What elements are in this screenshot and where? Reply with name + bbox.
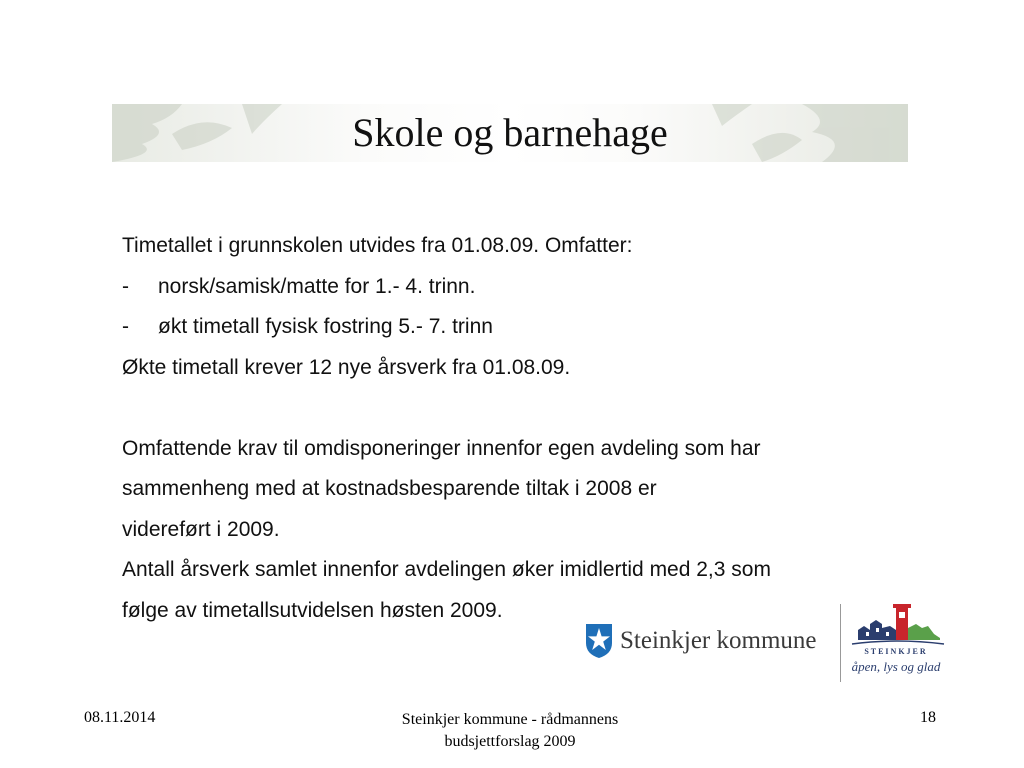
steinkjer-town-logo (846, 604, 946, 684)
body-line: følge av timetallsutvidelsen høsten 2009. (122, 598, 503, 622)
steinkjer-kommune-logo (585, 623, 817, 659)
body-line: sammenheng med at kostnadsbesparende tiltak i 2008 er (122, 477, 657, 500)
slide-title: Skole og barnehage (352, 110, 668, 155)
paragraph-spacer (122, 388, 922, 429)
kommune-name: Steinkjer kommune (620, 627, 817, 654)
town-name: STEINKJER (864, 647, 928, 656)
bullet-text: norsk/samisk/matte for 1.- 4. trinn. (158, 274, 476, 298)
body-line: Omfattende krav til omdisponeringer innenfor egen avdeling som har (122, 436, 761, 460)
town-skyline-icon (846, 604, 946, 648)
star-shield-icon (585, 623, 613, 659)
body-line: Timetallet i grunnskolen utvides fra 01.08.09. Omfatter: (122, 234, 633, 257)
page-number: 18 (920, 709, 936, 726)
body-line: Antall årsverk samlet innenfor avdelingen øker imidlertid med 2,3 som (122, 558, 771, 581)
footer-caption-line: Steinkjer kommune - rådmannens (401, 711, 619, 728)
town-slogan: åpen, lys og glad (851, 659, 941, 674)
body-line: Økte timetall krever 12 nye årsverk fra 01.08.09. (122, 355, 571, 379)
bullet-item (122, 267, 922, 308)
bullet-item (122, 307, 922, 348)
footer-date: 08.11.2014 (84, 709, 156, 726)
footer-caption-line: budsjettforslag 2009 (444, 733, 576, 750)
footer-caption (360, 709, 660, 753)
bullet-marker: - (122, 315, 129, 338)
slide-body (122, 226, 922, 631)
body-line: videreført i 2009. (122, 517, 280, 541)
logo-divider (840, 604, 841, 682)
bullet-text: økt timetall fysisk fostring 5.- 7. trinn (158, 315, 493, 338)
bullet-marker: - (122, 274, 129, 298)
